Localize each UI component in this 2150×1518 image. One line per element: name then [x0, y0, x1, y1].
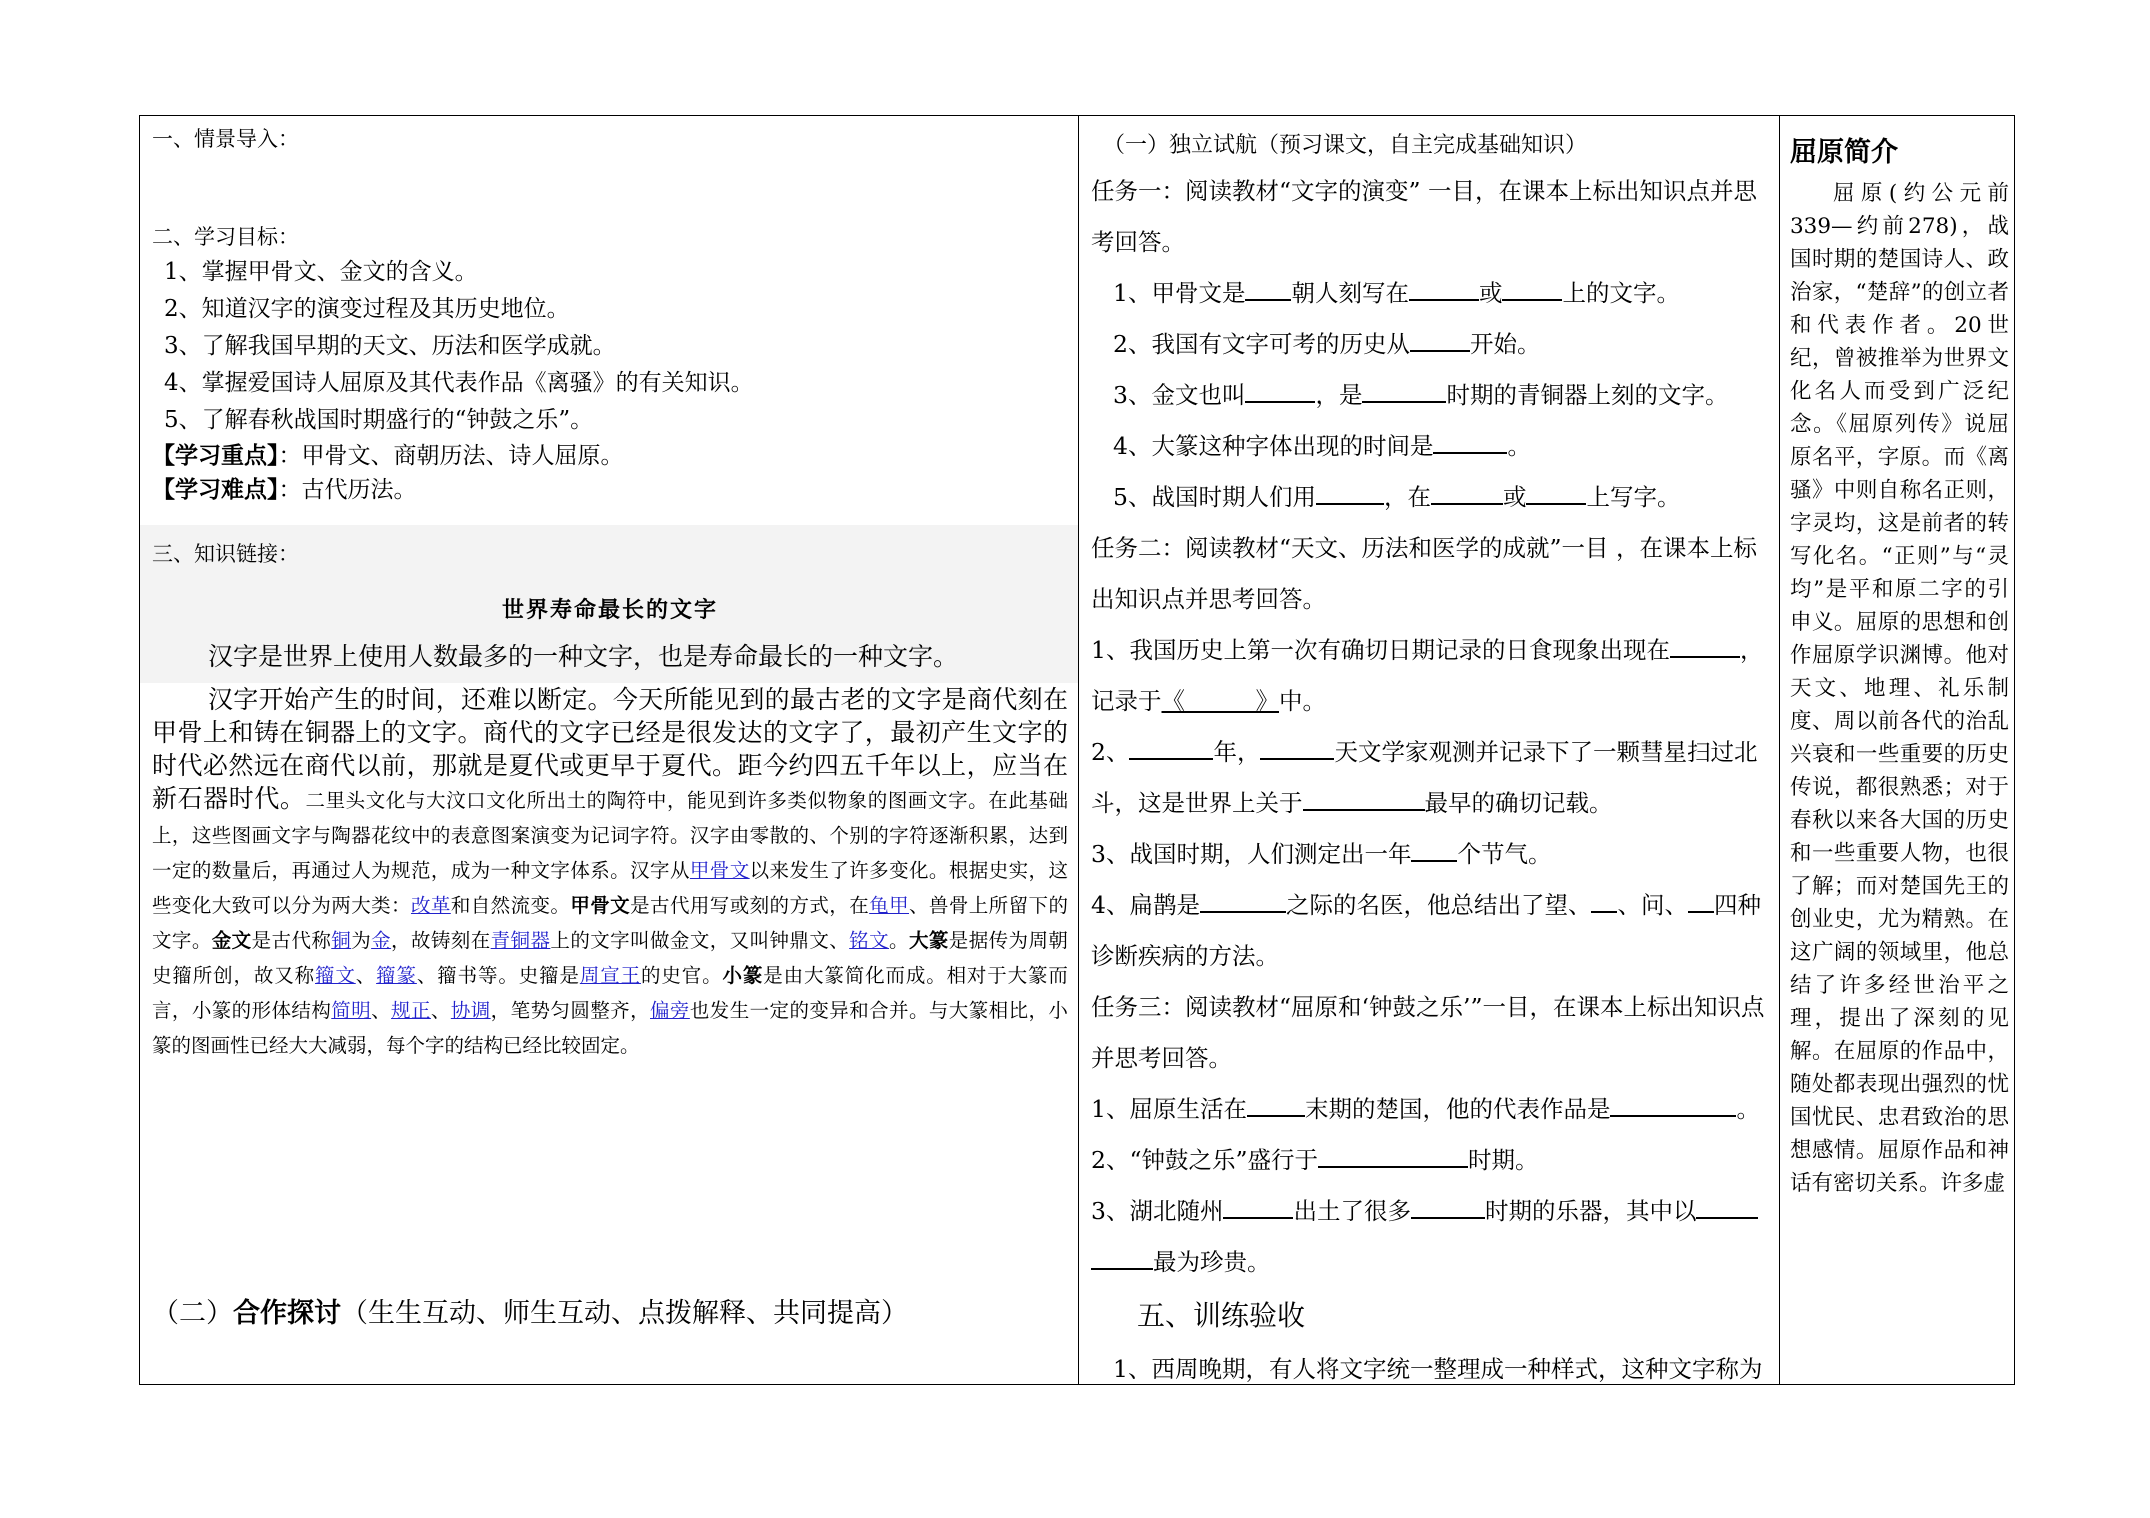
blank[interactable]	[1245, 277, 1291, 301]
text: 和自然流变。	[450, 894, 571, 917]
section-heading-cooperation	[152, 1291, 908, 1330]
text: 开始。	[1469, 330, 1541, 358]
question	[1091, 778, 1773, 829]
text: ，	[1739, 636, 1764, 664]
text: 最为珍贵。	[1153, 1248, 1271, 1276]
blank[interactable]	[1591, 889, 1617, 913]
link-guijia[interactable]: 龟甲	[869, 894, 909, 917]
link-tong[interactable]: 铜	[331, 929, 352, 952]
text: 朝人刻写在	[1291, 279, 1409, 307]
link-zhouxuanwang[interactable]: 周宣王	[579, 964, 641, 987]
blank[interactable]	[1411, 1195, 1485, 1219]
objective-item: 5、了解春秋战国时期盛行的“钟鼓之乐”。	[164, 407, 594, 433]
text: 是由大篆简化而成。相对于大篆而言，小篆的形体结构	[152, 964, 1068, 1022]
text: 上写字。	[1586, 483, 1681, 511]
term-dazhuan: 大篆	[908, 929, 949, 952]
text: 1、屈原生活在	[1091, 1095, 1247, 1123]
term-xiaozhuan: 小篆	[722, 964, 764, 987]
article-title: 世界寿命最长的文字	[501, 598, 718, 623]
exercise-question: 1、西周晚期，有人将文字统一整理成一种样式，这种文字称为	[1113, 1355, 1763, 1383]
text: 。	[1507, 432, 1531, 460]
question	[1091, 421, 1773, 472]
text: 、籀书等。史籀是	[416, 964, 580, 987]
text: 1、我国历史上第一次有确切日期记录的日食现象出现在	[1091, 636, 1670, 664]
blank[interactable]	[1409, 277, 1479, 301]
worksheet-table	[139, 115, 2015, 1385]
text: 最早的确切记载。	[1424, 789, 1613, 817]
link-jin[interactable]: 金	[371, 929, 392, 952]
text: 3、金文也叫	[1113, 381, 1246, 409]
section-heading-independent: （一）独立试航（预习课文，自主完成基础知识）	[1103, 133, 1588, 158]
text: 《	[1161, 687, 1185, 715]
blank[interactable]	[1223, 1195, 1293, 1219]
question	[1091, 829, 1773, 880]
text: 1、甲骨文是	[1113, 279, 1246, 307]
text: 4、大篆这种字体出现的时间是	[1113, 432, 1434, 460]
blank[interactable]	[1688, 889, 1714, 913]
text: 、兽骨上所留下的文字。	[152, 894, 1068, 952]
link-mingwen[interactable]: 铭文	[849, 929, 890, 952]
task-heading: 任务三：阅读教材“屈原和‘钟鼓之乐’”一目，在课本上标出知识点并思考回答。	[1091, 993, 1765, 1072]
question	[1091, 1135, 1773, 1186]
right-column	[1780, 116, 2015, 1384]
knowledge-link-box	[140, 525, 1078, 683]
article-paragraph: 汉字是世界上使用人数最多的一种文字，也是寿命最长的一种文字。	[208, 642, 959, 671]
text: 也发生一定的变异和合并。与大篆相比，小篆的图画性已经大大减弱，每个字的结构已经比较固定。	[152, 999, 1068, 1057]
link-jianming[interactable]: 简明	[331, 999, 372, 1022]
text: 时期的乐器，其中以	[1484, 1197, 1697, 1225]
text: 2、	[1091, 738, 1130, 766]
text: 是古代用写或刻的方式，在	[630, 894, 870, 917]
text: 上的文字叫做金文，又叫钟鼎文、	[550, 929, 850, 952]
article-text: 汉字开始产生的时间，还难以断定。今天所能见到的最古老的文字是商代刻在甲骨上和铸在铜器上的文字。商代的文字已经是很发达的文字了，最初产生文字的时代必然远在商代以前，那就是夏代或更早于夏代。距今约四五千年以上，应当在新石器时代。	[152, 685, 1068, 813]
text: 2、“钟鼓之乐”盛行于	[1091, 1146, 1318, 1174]
middle-column	[1079, 116, 1779, 1384]
link-qingtongqi[interactable]: 青铜器	[490, 929, 551, 952]
blank[interactable]	[1502, 277, 1562, 301]
link-xietiao[interactable]: 协调	[450, 999, 491, 1022]
left-column	[140, 116, 1078, 1384]
text: 以来发生了许多变化。根据史实，这些变化大致可以分为两大类：	[152, 859, 1068, 917]
text: 。	[1736, 1095, 1760, 1123]
text: 4、扁鹊是	[1091, 891, 1200, 919]
text: 天文学家观测并记录下了一颗彗星扫过北	[1334, 738, 1758, 766]
question	[1091, 625, 1773, 676]
text: 是据传为周朝史籀所创，故又称	[152, 929, 1068, 987]
text: 为	[351, 929, 372, 952]
objective-item: 1、掌握甲骨文、金文的含义。	[164, 259, 478, 285]
question	[1091, 676, 1773, 727]
text: 或	[1478, 279, 1503, 307]
term-jiaguwen: 甲骨文	[570, 894, 631, 917]
book-title-blank[interactable]	[1162, 687, 1280, 715]
sidebar-title: 屈原简介	[1790, 137, 1898, 168]
objective-item: 4、掌握爱国诗人屈原及其代表作品《离骚》的有关知识。	[164, 370, 754, 396]
text: 。	[889, 929, 909, 952]
blank[interactable]	[1200, 889, 1286, 913]
article-paragraph	[152, 683, 1068, 1062]
text: 3、湖北随州	[1091, 1197, 1224, 1225]
text: （二）	[152, 1298, 233, 1329]
blank[interactable]	[1247, 1093, 1305, 1117]
text: ，是	[1315, 381, 1363, 409]
question	[1091, 880, 1773, 931]
blank[interactable]	[1526, 481, 1586, 505]
text: 四种	[1713, 891, 1761, 919]
text: 的史官。	[640, 964, 723, 987]
link-pianpang[interactable]: 偏旁	[650, 999, 690, 1022]
text: 、	[355, 964, 377, 987]
task-heading: 任务一：阅读教材“文字的演变” 一目，在课本上标出知识点并思考回答。	[1091, 177, 1757, 256]
blank[interactable]	[1129, 736, 1213, 760]
link-jiaguwen[interactable]: 甲骨文	[689, 859, 750, 882]
question	[1091, 472, 1773, 523]
section-heading-intro: 一、情景导入：	[152, 127, 299, 151]
blank[interactable]	[1091, 1246, 1153, 1270]
blank[interactable]	[1411, 838, 1457, 862]
section-heading-training: 五、训练验收	[1137, 1299, 1306, 1332]
blank[interactable]	[1316, 481, 1384, 505]
blank[interactable]	[1260, 736, 1334, 760]
blank[interactable]	[1318, 1144, 1468, 1168]
learning-difficulty-text: ：古代历法。	[278, 477, 417, 503]
text: （生生互动、师生互动、点拨解释、共同提高）	[341, 1298, 908, 1329]
text: 、问、	[1617, 891, 1688, 919]
text: 年，	[1213, 738, 1261, 766]
text: 、	[371, 999, 392, 1022]
text: 是古代称	[251, 929, 332, 952]
term-jinwen: 金文	[211, 929, 252, 952]
question	[1091, 727, 1773, 778]
learning-difficulty-label: 【学习难点】	[152, 476, 279, 503]
text: ，在	[1383, 483, 1431, 511]
sidebar-body: 屈原(约公元前339—约前278)，战国时期的楚国诗人、政治家，“楚辞”的创立者和代表作者。20世纪，曾被推举为世界文化名人而受到广泛纪念。《屈原列传》说屈原名平，字原。而《离骚》中则自称名正则，字灵均，这是前者的转写化名。“正则”与“灵均”是平和原二字的引申义。屈原的思想和创作屈原学识渊博。他对天文、地理、礼乐制度、周以前各代的治乱兴衰和一些重要的历史传说，都很熟悉；对于春秋以来各大国的历史和一些重要人物，也很了解；而对楚国先王的创业史，尤为精熟。在这广阔的领域里，他总结了许多经世治平之理，提出了深刻的见解。在屈原的作品中，随处都表现出强烈的忧国忧民、忠君致治的思想感情。屈原作品和神话有密切关系。许多虚	[1790, 181, 2009, 1196]
text: 2、我国有文字可考的历史从	[1113, 330, 1410, 358]
blank[interactable]	[1410, 328, 1470, 352]
question	[1091, 370, 1773, 421]
text: 、	[430, 999, 451, 1022]
text: 出土了很多	[1293, 1197, 1411, 1225]
text: 中。	[1279, 687, 1326, 715]
section-heading-objectives: 二、学习目标：	[152, 225, 299, 249]
text: 》	[1255, 687, 1279, 715]
blank[interactable]	[1670, 634, 1740, 658]
blank[interactable]	[1431, 481, 1503, 505]
learning-focus	[152, 439, 1068, 473]
blank[interactable]	[1433, 430, 1507, 454]
blank[interactable]	[1362, 379, 1446, 403]
question	[1091, 1084, 1773, 1135]
text: 3、战国时期，人们测定出一年	[1091, 840, 1412, 868]
link-guizheng[interactable]: 规正	[391, 999, 431, 1022]
task-heading: 任务二：阅读教材“天文、历法和医学的成就”一目 ，在课本上标出知识点并思考回答。	[1091, 534, 1757, 613]
text: 之际的名医，他总结出了望、	[1285, 891, 1592, 919]
question	[1091, 319, 1773, 370]
article-text-small	[152, 789, 1068, 1057]
text: 时期的青铜器上刻的文字。	[1446, 381, 1729, 409]
text: 5、战国时期人们用	[1113, 483, 1316, 511]
text: 斗，这是世界上关于	[1091, 789, 1303, 817]
text: 合作探讨	[233, 1298, 341, 1329]
text: 时期。	[1467, 1146, 1539, 1174]
learning-focus-text: ：甲骨文、商朝历法、诗人屈原。	[278, 443, 624, 469]
text: 或	[1502, 483, 1527, 511]
text: ，故铸刻在	[391, 929, 491, 952]
link-zhouzhuan[interactable]: 籀篆	[376, 964, 417, 987]
text: 二里头文化与大汶口文化所出土的陶符中，能见到许多类似物象的图画文字。在此基础上，这些图画文字与陶器花纹中的表意图案演变为记词字符。汉字由零散的、个别的字符逐渐积累，达到一定的数量后，再通过人为规范，成为一种文字体系。汉字从	[152, 789, 1068, 882]
section-heading-knowledge: 三、知识链接：	[152, 542, 299, 566]
question	[1091, 1186, 1773, 1237]
objective-item: 2、知道汉字的演变过程及其历史地位。	[164, 296, 570, 322]
blank[interactable]	[1610, 1093, 1736, 1117]
text: ，笔势匀圆整齐，	[490, 999, 651, 1022]
learning-focus-label: 【学习重点】	[152, 442, 279, 469]
question	[1091, 1237, 1773, 1288]
question: 诊断疾病的方法。	[1091, 942, 1279, 970]
text: 上的文字。	[1562, 279, 1680, 307]
text: 个节气。	[1457, 840, 1552, 868]
text: 记录于	[1091, 687, 1162, 715]
text: 末期的楚国，他的代表作品是	[1304, 1095, 1611, 1123]
blank[interactable]	[1303, 787, 1425, 811]
learning-difficulty	[152, 473, 1068, 507]
objective-item: 3、了解我国早期的天文、历法和医学成就。	[164, 333, 616, 359]
blank[interactable]	[1696, 1195, 1758, 1219]
question	[1091, 268, 1773, 319]
link-gaige[interactable]: 改革	[410, 894, 451, 917]
link-zhouwen[interactable]: 籀文	[314, 964, 356, 987]
blank[interactable]	[1245, 379, 1315, 403]
